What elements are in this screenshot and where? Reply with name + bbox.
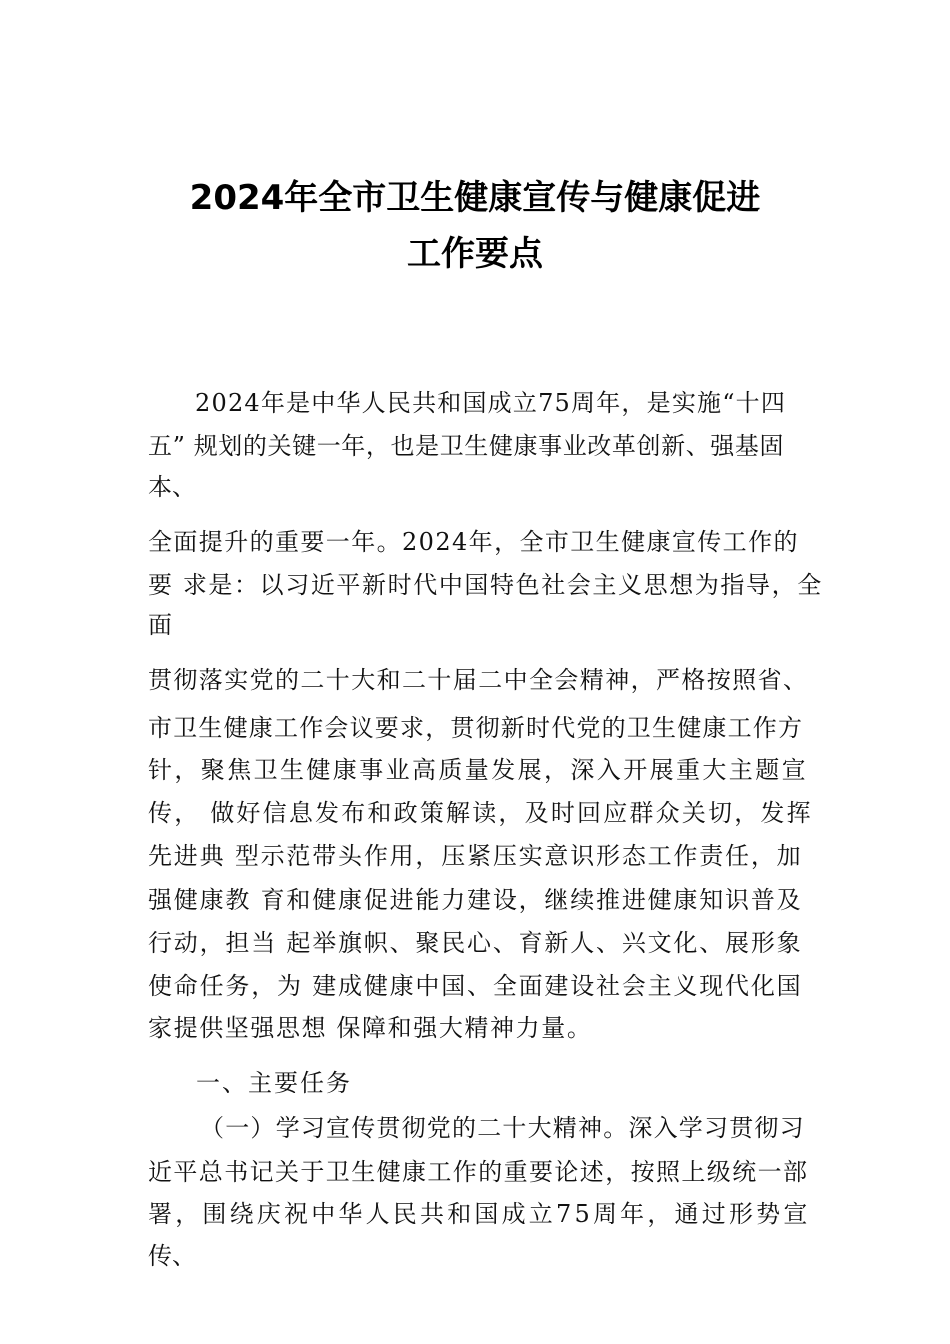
- section-heading: 一、主要任务: [196, 1069, 352, 1097]
- body-line-4: 全面提升的重要一年。2024年，全市卫生健康宣传工作的: [148, 528, 799, 556]
- body-line-19: 署，围绕庆祝中华人民共和国成立75周年，通过形势宣: [148, 1200, 811, 1228]
- body-line-3: 本、: [148, 473, 196, 501]
- body-line-11: 先进典 型示范带头作用，压紧压实意识形态工作责任，加: [148, 842, 803, 870]
- body-line-1: 2024年是中华人民共和国成立75周年，是实施“十四: [195, 389, 787, 417]
- body-line-17: （一）学习宣传贯彻党的二十大精神。深入学习贯彻习: [200, 1114, 805, 1142]
- body-line-6: 面: [148, 611, 172, 639]
- document-title-line-2: 工作要点: [407, 234, 543, 274]
- body-line-15: 家提供坚强思想 保障和强大精神力量。: [148, 1014, 593, 1042]
- body-line-10: 传， 做好信息发布和政策解读，及时回应群众关切，发挥: [148, 799, 813, 827]
- document-title-line-1: 2024年全市卫生健康宣传与健康促进: [189, 178, 761, 218]
- body-line-5: 要 求是：以习近平新时代中国特色社会主义思想为指导，全: [148, 571, 823, 599]
- body-line-20: 传、: [148, 1242, 196, 1270]
- body-line-2: 五” 规划的关键一年，也是卫生健康事业改革创新、强基固: [148, 432, 785, 460]
- body-line-9: 针，聚焦卫生健康事业高质量发展，深入开展重大主题宣: [148, 756, 808, 784]
- body-line-13: 行动，担当 起举旗帜、聚民心、育新人、兴文化、展形象: [148, 929, 803, 957]
- body-line-7: 贯彻落实党的二十大和二十届二中全会精神，严格按照省、: [148, 666, 809, 694]
- body-line-8: 市卫生健康工作会议要求，贯彻新时代党的卫生健康工作方: [148, 714, 804, 742]
- body-line-14: 使命任务，为 建成健康中国、全面建设社会主义现代化国: [148, 972, 803, 1000]
- body-line-12: 强健康教 育和健康促进能力建设，继续推进健康知识普及: [148, 886, 803, 914]
- body-line-18: 近平总书记关于卫生健康工作的重要论述，按照上级统一部: [148, 1158, 809, 1186]
